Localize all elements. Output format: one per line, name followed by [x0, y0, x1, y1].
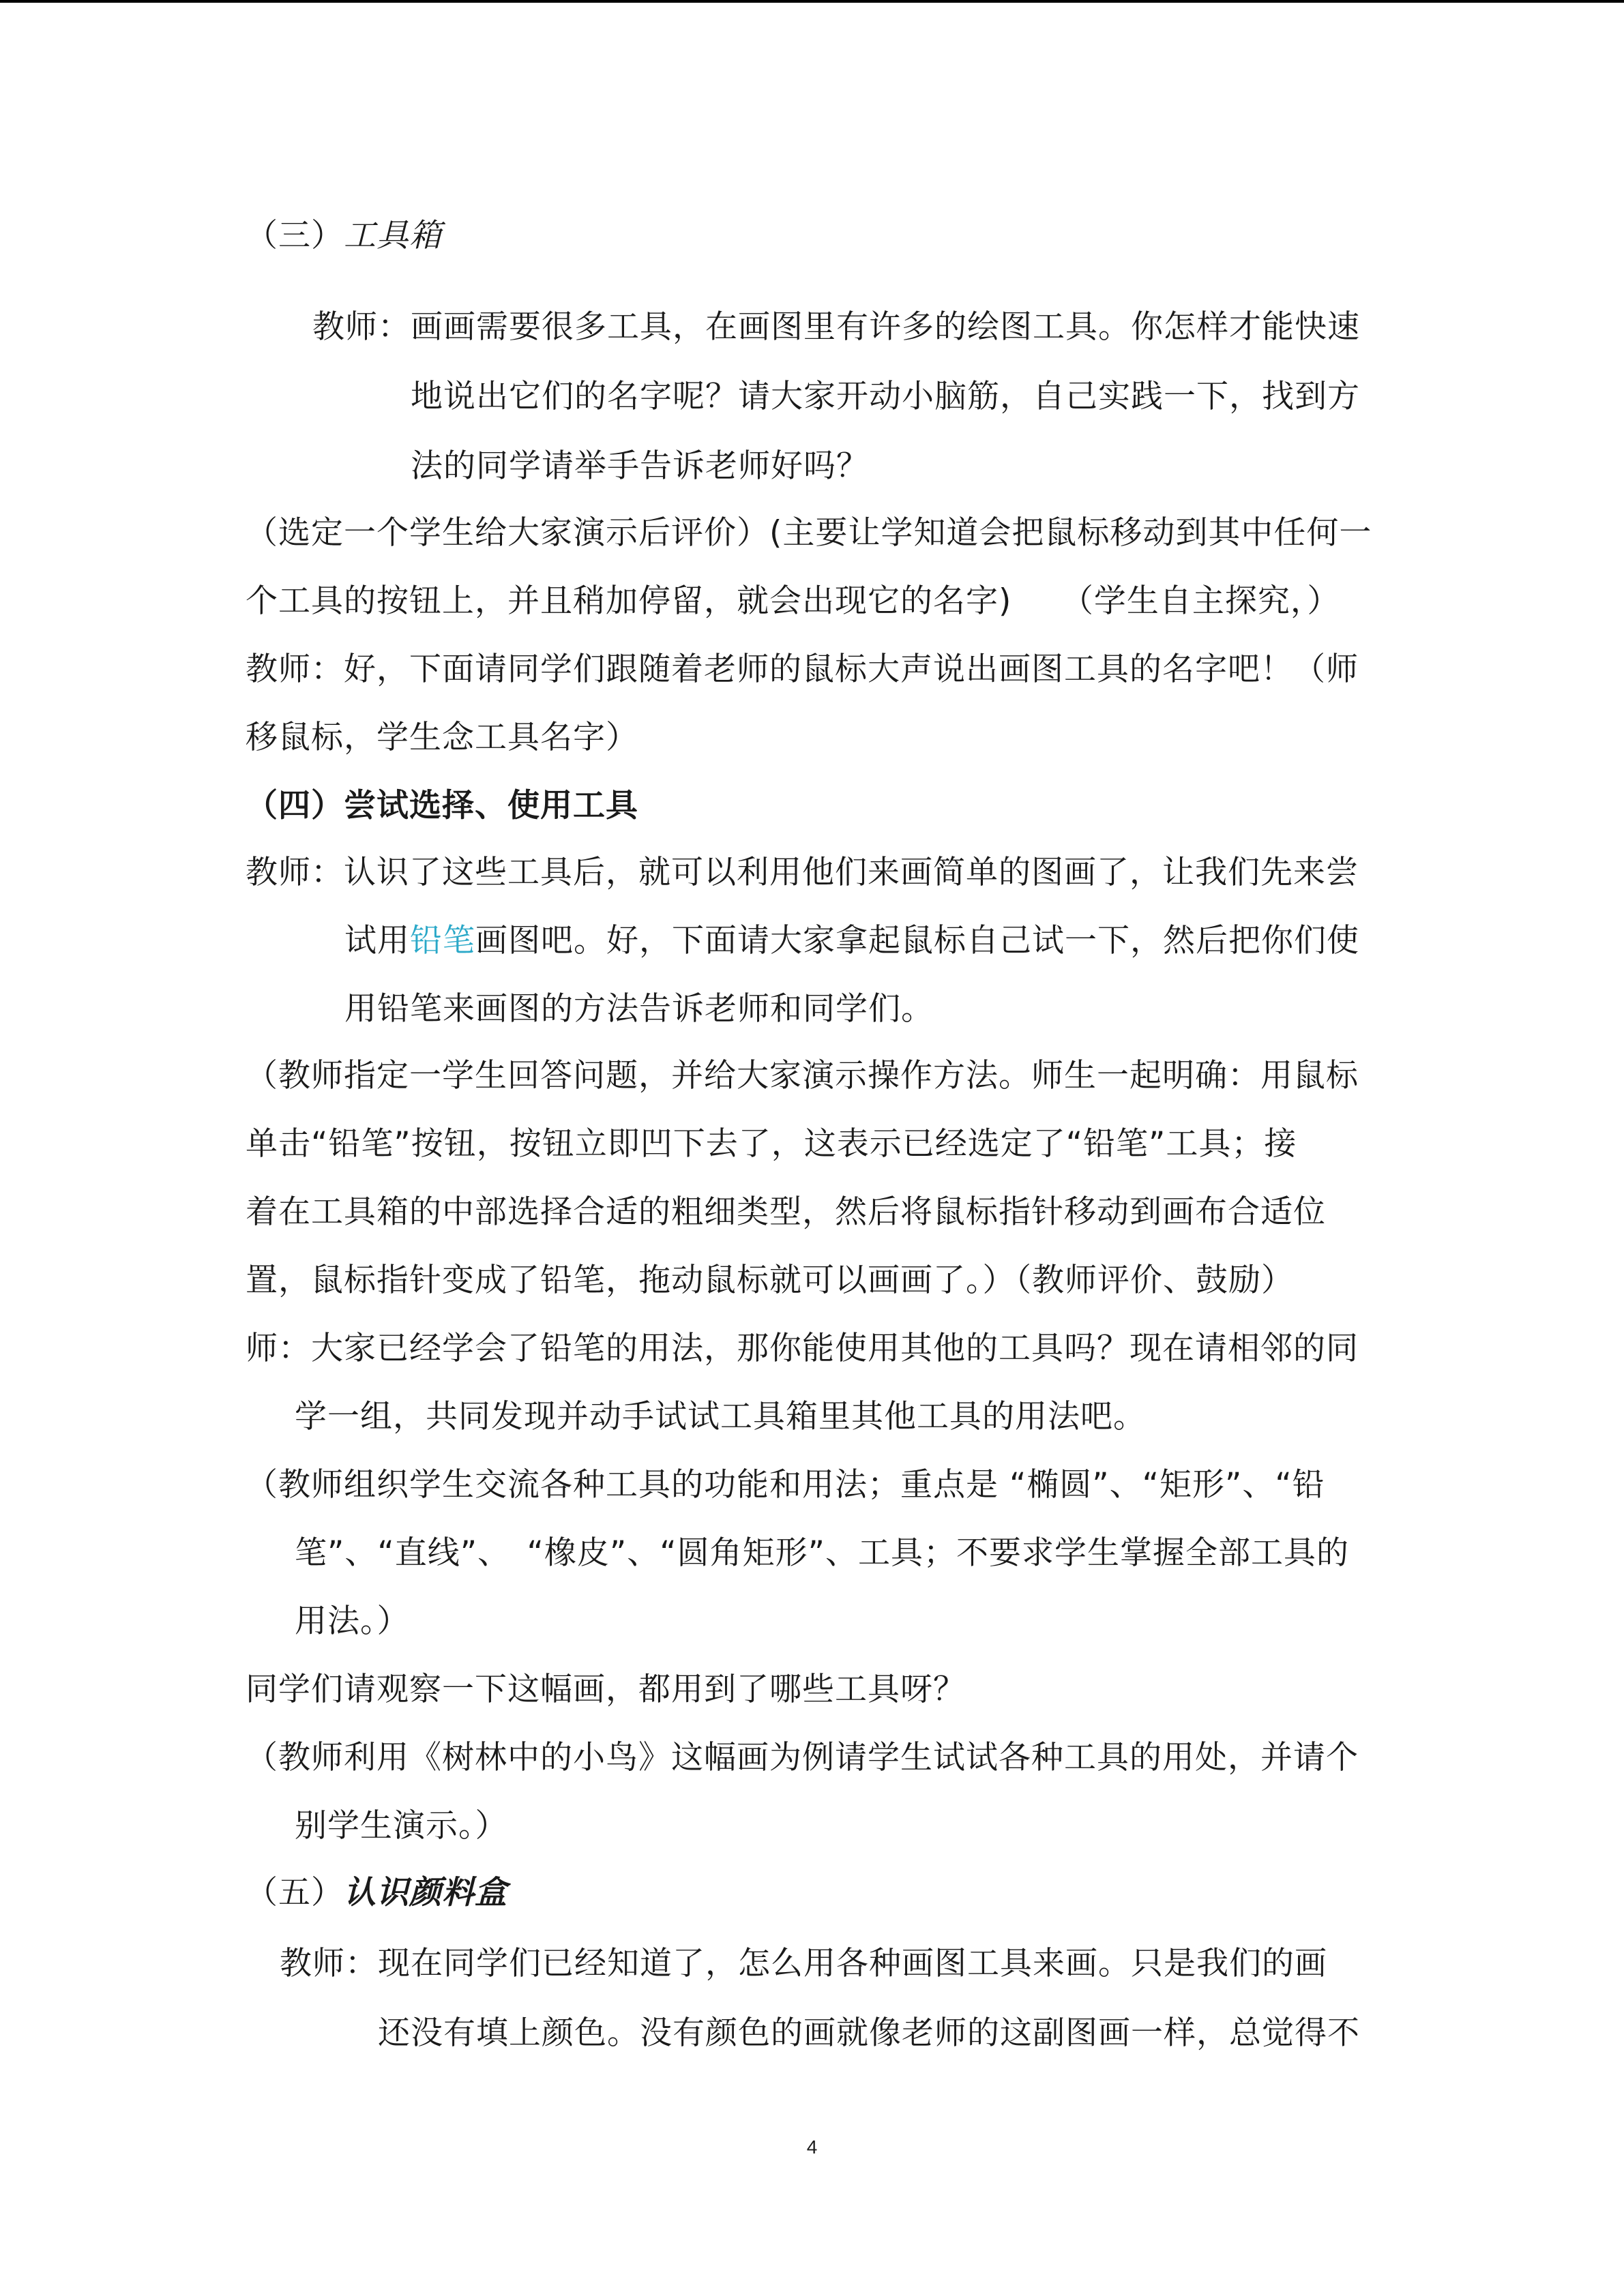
paragraph-line: 同学们请观察一下这幅画，都用到了哪些工具呀？ [246, 1671, 966, 1708]
heading-toolbox: （三）工具箱 [246, 217, 442, 254]
paragraph-line: 用法。） [295, 1602, 410, 1640]
paragraph-line: 用铅笔来画图的方法告诉老师和同学们。 [344, 990, 934, 1028]
paragraph-line: 学一组，共同发现并动手试试工具箱里其他工具的用法吧。 [295, 1398, 1146, 1435]
paragraph-line: 置，鼠标指针变成了铅笔，拖动鼠标就可以画画了。）（教师评价、鼓励） [246, 1262, 1294, 1299]
paragraph-line: 教师：好，下面请同学们跟随着老师的鼠标大声说出画图工具的名字吧！（师 [246, 651, 1359, 688]
paragraph-line: 教师：认识了这些工具后，就可以利用他们来画简单的图画了，让我们先来尝 [246, 854, 1359, 891]
page-top-border [0, 0, 1624, 3]
paragraph-line: （教师利用《树林中的小鸟》这幅画为例请学生试试各种工具的用处，并请个 [246, 1739, 1359, 1776]
highlight-pencil: 铅笔 [410, 922, 475, 959]
heading-try-tools: （四）尝试选择、使用工具 [246, 787, 638, 824]
paragraph-line: （教师指定一学生回答问题，并给大家演示操作方法。师生一起明确：用鼠标 [246, 1057, 1359, 1094]
paragraph-line: 别学生演示。） [295, 1807, 508, 1845]
heading-palette: （五）认识颜料盒 [246, 1874, 507, 1911]
paragraph-line: 还没有填上颜色。没有颜色的画就像老师的这副图画一样，总觉得不 [378, 2014, 1360, 2052]
paragraph-line: 着在工具箱的中部选择合适的粗细类型，然后将鼠标指针移动到画布合适位 [246, 1193, 1326, 1231]
paragraph-line: 笔”、“直线”、 “橡皮”、“圆角矩形”、工具；不要求学生掌握全部工具的 [295, 1534, 1349, 1572]
paragraph-line: （教师组织学生交流各种工具的功能和用法；重点是 “椭圆”、“矩形”、“铅 [246, 1466, 1325, 1504]
paragraph-line: 师：大家已经学会了铅笔的用法，那你能使用其他的工具吗？现在请相邻的同 [246, 1330, 1359, 1367]
paragraph-line: 个工具的按钮上，并且稍加停留，就会出现它的名字) （学生自主探究，） [246, 582, 1340, 620]
paragraph-line: （选定一个学生给大家演示后评价）(主要让学知道会把鼠标移动到其中任何一 [246, 514, 1372, 552]
paragraph-line: 地说出它们的名字呢？请大家开动小脑筋，自己实践一下，找到方 [411, 378, 1360, 415]
paragraph-line: 教师：现在同学们已经知道了，怎么用各种画图工具来画。只是我们的画 [280, 1945, 1327, 1982]
paragraph-line: 移鼠标，学生念工具名字） [246, 719, 638, 756]
paragraph-line: 法的同学请举手告诉老师好吗？ [411, 447, 869, 485]
paragraph-line: 试用铅笔画图吧。好，下面请大家拿起鼠标自己试一下，然后把你们使 [344, 922, 1359, 959]
paragraph-line: 教师：画画需要很多工具，在画图里有许多的绘图工具。你怎样才能快速 [312, 308, 1360, 346]
paragraph-line: 单击“铅笔”按钮，按钮立即凹下去了，这表示已经选定了“铅笔”工具；接 [246, 1125, 1297, 1163]
page-number: 4 [806, 2136, 818, 2158]
